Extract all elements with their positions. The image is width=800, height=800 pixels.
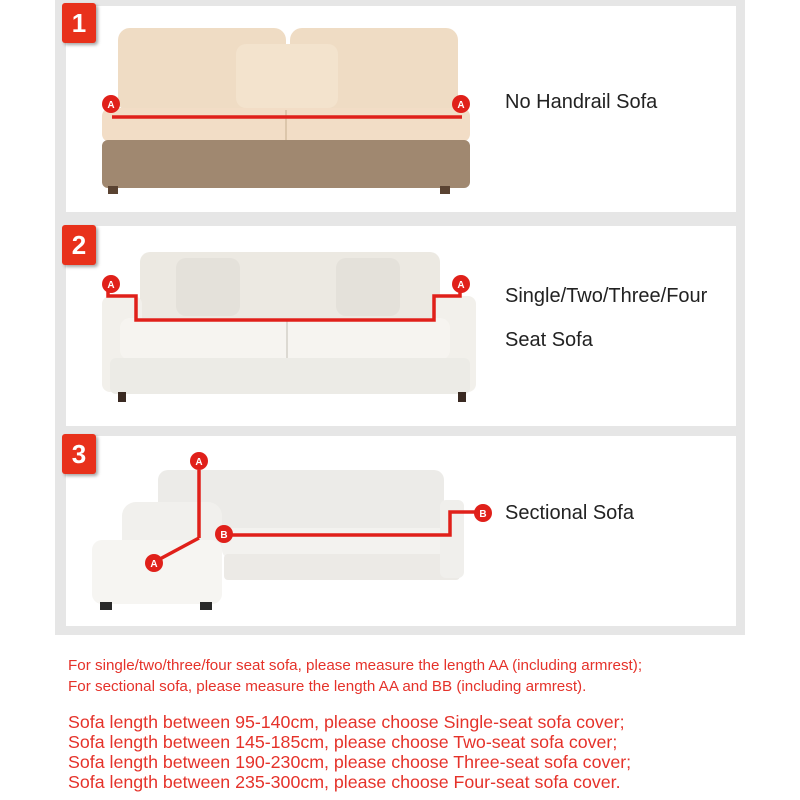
measure-note: For sectional sofa, please measure the length AA and BB (including armrest).	[68, 678, 587, 695]
section-title-no-handrail: No Handrail Sofa	[505, 91, 658, 113]
svg-text:A: A	[195, 457, 203, 468]
section-title-line: Seat Sofa	[505, 329, 593, 351]
svg-text:B: B	[220, 530, 228, 541]
size-guide-line: Sofa length between 95-140cm, please choose Single-seat sofa cover;	[68, 712, 625, 732]
svg-text:A: A	[107, 280, 115, 291]
svg-text:A: A	[457, 280, 465, 291]
sectional-sofa-image	[92, 470, 464, 610]
svg-text:A: A	[107, 100, 115, 111]
section-title-seat-sofa	[505, 278, 735, 358]
seat-sofa-image	[102, 252, 476, 402]
svg-text:A: A	[457, 100, 465, 111]
svg-text:B: B	[479, 509, 487, 520]
measure-note: For single/two/three/four seat sofa, please measure the length AA (including armrest);	[68, 657, 643, 674]
section-badge-3: 3	[62, 434, 96, 474]
svg-text:A: A	[150, 559, 158, 570]
section-title-line: Single/Two/Three/Four	[505, 285, 708, 307]
size-guide-line: Sofa length between 145-185cm, please choose Two-seat sofa cover;	[68, 732, 618, 752]
section-title-sectional: Sectional Sofa	[505, 502, 634, 524]
section-badge-1: 1	[62, 3, 96, 43]
section-badge-2: 2	[62, 225, 96, 265]
no-handrail-sofa-image	[102, 28, 470, 194]
size-guide-line: Sofa length between 235-300cm, please choose Four-seat sofa cover.	[68, 772, 621, 792]
size-guide-line: Sofa length between 190-230cm, please choose Three-seat sofa cover;	[68, 752, 632, 772]
